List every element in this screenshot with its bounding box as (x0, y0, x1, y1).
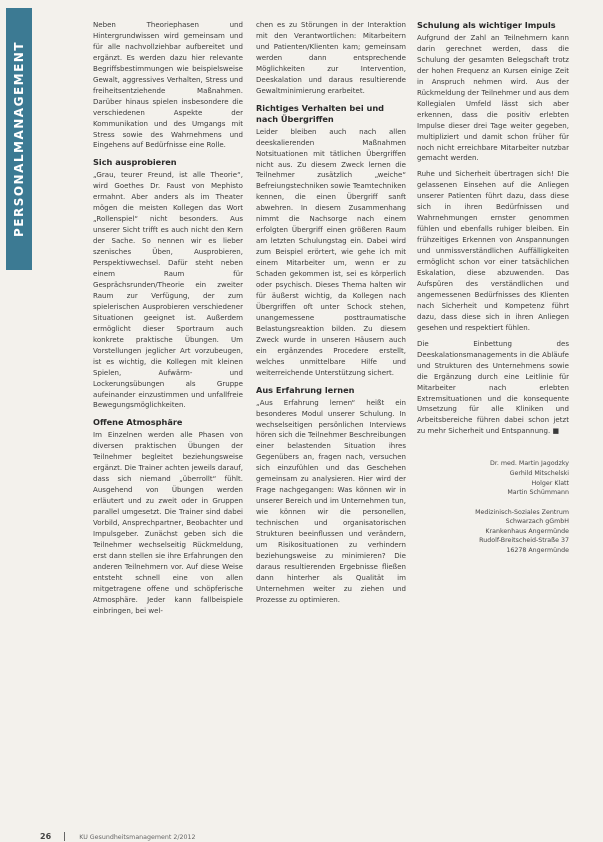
paragraph: chen es zu Störungen in der Interaktion mit den Verantwortlichen: Mitarbeitern und Patienten/Klienten kam; gemeinsam werden dann entsprechende Möglichkeiten zur Intervention, Deeskalation und daraus resultierende Gewaltminimierung erarbeitet. (256, 20, 406, 95)
section-side-tab (6, 8, 32, 270)
paragraph: Die Einbettung des Deeskalationsmanagements in die Abläufe und Strukturen des Unternehmens sowie die Ergänzung durch eine Leitlinie für Mitarbeiter nach erlebten Extremsituationen und die konsequente Umsetzung für alle Kliniken und Arbeitsbereiche führen dabei schon jetzt zu mehr Sicherheit und Entspannung. ■ (417, 338, 569, 436)
paragraph: Aufgrund der Zahl an Teilnehmern kann darin gerechnet werden, dass die Schulung der gesamten Belegschaft trotz der hohen Frequenz an Kursen einige Zeit in Anspruch nehmen wird. Aus der Rückmeldung der Teilnehmer und aus dem Kollegialen Umfeld lässt sich aber erkennen, dass die positiv erlebten Impulse dieser drei Tage weiter gegeben, multipliziert und damit schon früher für noch nicht erreichbare Mitarbeiter nutzbar gemacht werden. (417, 33, 569, 163)
paragraph: Neben Theoriephasen und Hintergrundwissen wird gemeinsam und für alle nachvollziehbar aufbereitet und ergänzt. Es werden dazu hier relevante Begriffsbestimmungen wie beispielsweise Gewalt, aggressives Verhalten, Stress und freiheitsentziehende Maßnahmen. Darüber hinaus spielen insbesondere die verschiedenen Aspekte der Kommunikation und des Umgangs mit Stress sowie des Wahrnehmens und Eingehens auf Bedürfnisse eine Rolle. (93, 20, 243, 150)
author-contacts (417, 459, 569, 555)
text-column-3 (417, 20, 569, 566)
address-line: Rudolf-Breitscheid-Straße 37 (479, 537, 569, 545)
address-line: Krankenhaus Angermünde (485, 527, 569, 535)
text-column-2 (256, 20, 406, 611)
subheading: Schulung als wichtiger Impuls (417, 20, 556, 30)
page-number: 26 (40, 832, 52, 841)
paragraph: Ruhe und Sicherheit übertragen sich! Die gelassenen Einsehen auf die Anliegen unserer Patienten führt dazu, dass diese sich in ihren Bedürfnissen und Wahrnehmungen ernster genommen fühlen und ebenfalls ruhiger bleiben. Ein frühzeitiges Erkennen von Anspannungen und unmissverständlichen Auffälligkeiten ermöglicht schon vor einer tatsächlichen Eskalation, diese abzuwenden. Das Aufspüren des verständlichen und angemessenen Bedürfnisses des Klienten nach Sicherheit und Kompetenz führt dazu, dass diese sich in ihren Anliegen gesehen und respektiert fühlen. (417, 169, 569, 332)
subheading: Aus Erfahrung lernen (256, 384, 355, 395)
page-footer (40, 832, 196, 841)
subheading: Richtiges Verhalten bei und nach Übergriffen (256, 102, 385, 124)
address-line: Schwarzach gGmbH (505, 518, 569, 526)
address-line: Medizinisch-Soziales Zentrum (475, 508, 569, 516)
paragraph: Leider bleiben auch nach allen deeskalierenden Maßnahmen Notsituationen mit tätlichen Übergriffen nicht aus. Zu diesem Zweck lernen die Teilnehmer zusätzlich „weiche“ Befreiungstechniken sowie Teamtechniken kennen, die einen Übergriff sanft abwehren. In diesem Zusammenhang nimmt die Nachsorge nach einem erfolgten Übergriff einen größeren Raum am letzten Schulungstag ein. Dabei wird zum Beispiel erörtert, wie gehe ich mit einem Mitarbeiter um, wenn er zu Schaden gekommen ist, sei es körperlich oder psychisch. Dieses Thema halten wir für äußerst wichtig, da Kollegen nach Übergriffen oft unter Schock stehen, unangemessene posttraumatische Belastungsreaktion bilden. Zu diesem Zweck wurde in unseren Häusern auch ein ergänzendes Procedere erstellt, welches unmittelbare Hilfe und weiterreichende Unterstützung sichert. (256, 126, 406, 377)
author-list (417, 459, 569, 497)
journal-name: KU Gesundheitsmanagement 2/2012 (79, 834, 196, 841)
author-name: Dr. med. Martin Jagodzky (490, 460, 569, 468)
text-column-1 (93, 20, 243, 622)
paragraph: „Aus Erfahrung lernen“ heißt ein besonderes Modul unserer Schulung. In wechselseitigen persönlichen Interviews hören sich die Teilnehmer Beschreibungen einer belastenden Situation ihres Gegenübers an, fragen nach, versuchen sich einzufühlen und das Geschehen gemeinsam zu analysieren. Hier wird der Frage nachgegangen: Was können wir in unserer Bereich und im Unternehmen tun, wie können wir die personellen, technischen und organisatorischen Strukturen beeinflussen und verändern, um Risikosituationen zu verhindern beziehungsweise zu minimieren? Die daraus resultierenden Ergebnisse fließen dann hinterher als Qualität im Unternehmen weiter zu ziehen und Prozesse zu optimieren. (256, 397, 406, 604)
organization-address (417, 508, 569, 556)
author-name: Gerhild Mitschelski (509, 469, 569, 477)
section-side-label: PERSONALMANAGEMENT (12, 40, 26, 238)
author-name: Holger Klatt (531, 479, 569, 487)
footer-divider (64, 832, 65, 841)
subheading: Sich ausprobieren (93, 157, 177, 168)
subheading: Offene Atmosphäre (93, 417, 183, 428)
paragraph: „Grau, teurer Freund, ist alle Theorie“, wird Goethes Dr. Faust von Mephisto ermahnt. Aber anders als im Theater mögen die meisten Kollegen das Wort „Rollenspiel“ nicht besonders. Aus unserer Sicht trifft es auch nicht den Kern der Sache. So nennen wir es lieber szenisches Üben, Ausprobieren, Perspektivwechsel. Dafür steht neben einem Raum für Gesprächsrunden/Theorie ein zweiter Raum zur Verfügung, der zum spielerischen Ausprobieren verschiedener Situationen geeignet ist. Außerdem ermöglicht dieser Sportraum auch konkrete praktische Übungen. Um Vorstellungen jeglicher Art vorzubeugen, ist es wichtig, die Kollegen mit kleinen Spielen, Aufwärm- und Lockerungsübungen als Gruppe aufeinander einzustimmen und unfallfreie Bewegungsmöglichkeiten. (93, 170, 243, 410)
address-line: 16278 Angermünde (506, 547, 569, 555)
paragraph: Im Einzelnen werden alle Phasen von diversen praktischen Übungen der Teilnehmer begleitet beziehungsweise ergänzt. Die Trainer achten jeweils darauf, dass sich niemand „überrollt“ fühlt. Ausgehend von Übungen werden erläutert und zu zweit oder in Gruppen parallel umgesetzt. Die Trainer sind dabei Vorbild, Ansprechpartner, Beobachter und Impulsgeber. Zunächst geben sich die Teilnehmer wechselseitig Rückmeldung, erst dann stellen sie ihre Erfahrungen den anderen Teilnehmern vor. Auf diese Weise entsteht schnell eine von allen mitgetragene offene und schöpferische Atmosphäre. Jeder kann fallbeispiele einbringen, bei wel- (93, 430, 243, 615)
author-name: Martin Schümmann (507, 489, 569, 497)
